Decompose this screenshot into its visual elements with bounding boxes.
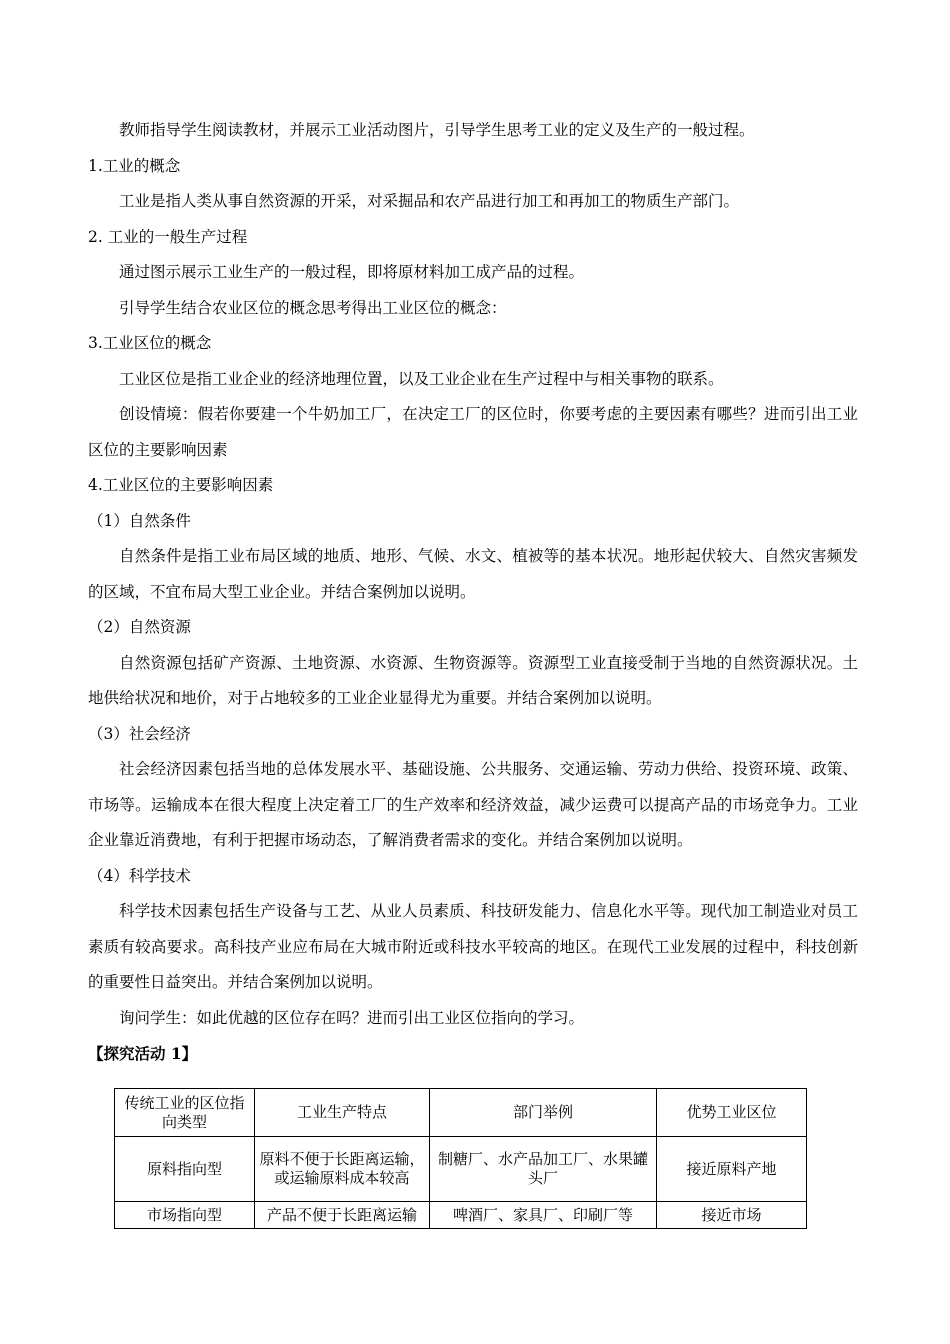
document-body <box>88 113 858 1071</box>
table-row <box>115 1202 807 1229</box>
heading-production-process: 2. 工业的一般生产过程 <box>88 227 248 246</box>
location-definition: 工业区位是指工业企业的经济地理位置，以及工业企业在生产过程中与相关事物的联系。 <box>119 369 724 388</box>
subheading-science-tech: （4）科学技术 <box>88 866 191 885</box>
table-header-cell: 传统工业的区位指向类型 <box>115 1089 255 1137</box>
intro-paragraph: 教师指导学生阅读教材，并展示工业活动图片，引导学生思考工业的定义及生产的一般过程。 <box>119 121 755 139</box>
table-header-cell: 工业生产特点 <box>255 1089 430 1137</box>
subheading-natural-resources: （2）自然资源 <box>88 618 191 636</box>
natural-resources-paragraph: 自然资源包括矿产资源、土地资源、水资源、生物资源等。资源型工业直接受制于当地的自然资源状况。土地供给状况和地价，对于占地较多的工业企业显得尤为重要。并结合案例加以说明。 <box>88 653 858 707</box>
heading-factors: 4.工业区位的主要影响因素 <box>88 476 274 494</box>
subheading-social-economy: （3）社会经济 <box>88 724 191 743</box>
table-cell: 接近市场 <box>657 1202 807 1229</box>
process-paragraph: 通过图示展示工业生产的一般过程，即将原材料加工成产品的过程。 <box>119 263 585 281</box>
table-header-row <box>115 1089 807 1137</box>
activity-heading: 【探究活动 1】 <box>88 1044 198 1063</box>
industry-definition: 工业是指人类从事自然资源的开采，对采掘品和农产品进行加工和再加工的物质生产部门。 <box>119 192 740 210</box>
natural-conditions-paragraph: 自然条件是指工业布局区域的地质、地形、气候、水文、植被等的基本状况。地形起伏较大、自然灾害频发的区域，不宜布局大型工业企业。并结合案例加以说明。 <box>88 547 858 601</box>
table-cell: 接近原料产地 <box>657 1137 807 1202</box>
guide-paragraph: 引导学生结合农业区位的概念思考得出工业区位的概念： <box>119 298 507 317</box>
social-economy-paragraph: 社会经济因素包括当地的总体发展水平、基础设施、公共服务、交通运输、劳动力供给、投资环境、政策、市场等。运输成本在很大程度上决定着工厂的生产效率和经济效益，减少运费可以提高产品的市场竞争力。工业企业靠近消费地，有利于把握市场动态，了解消费者需求的变化。并结合案例加以说明。 <box>88 760 858 849</box>
table-header-cell: 部门举例 <box>430 1089 657 1137</box>
question-paragraph: 询问学生：如此优越的区位存在吗？进而引出工业区位指向的学习。 <box>119 1008 585 1027</box>
table-cell: 原料不便于长距离运输，或运输原料成本较高 <box>255 1137 430 1202</box>
heading-industry-concept: 1.工业的概念 <box>88 156 181 175</box>
heading-location-concept: 3.工业区位的概念 <box>88 334 212 352</box>
table-cell: 啤酒厂、家具厂、印刷厂等 <box>430 1202 657 1229</box>
science-tech-paragraph: 科学技术因素包括生产设备与工艺、从业人员素质、科技研发能力、信息化水平等。现代加工制造业对员工素质有较高要求。高科技产业应布局在大城市附近或科技水平较高的地区。在现代工业发展的过程中，科技创新的重要性日益突出。并结合案例加以说明。 <box>88 902 858 991</box>
subheading-natural-conditions: （1）自然条件 <box>88 511 191 530</box>
table-row <box>115 1137 807 1202</box>
scenario-paragraph: 创设情境：假若你要建一个牛奶加工厂，在决定工厂的区位时，你要考虑的主要因素有哪些？进而引出工业区位的主要影响因素 <box>88 405 858 459</box>
table-cell: 产品不便于长距离运输 <box>255 1202 430 1229</box>
table-cell: 制糖厂、水产品加工厂、水果罐头厂 <box>430 1137 657 1202</box>
activity-table <box>114 1088 807 1229</box>
table-cell: 市场指向型 <box>115 1202 255 1229</box>
table-cell: 原料指向型 <box>115 1137 255 1202</box>
table-header-cell: 优势工业区位 <box>657 1089 807 1137</box>
